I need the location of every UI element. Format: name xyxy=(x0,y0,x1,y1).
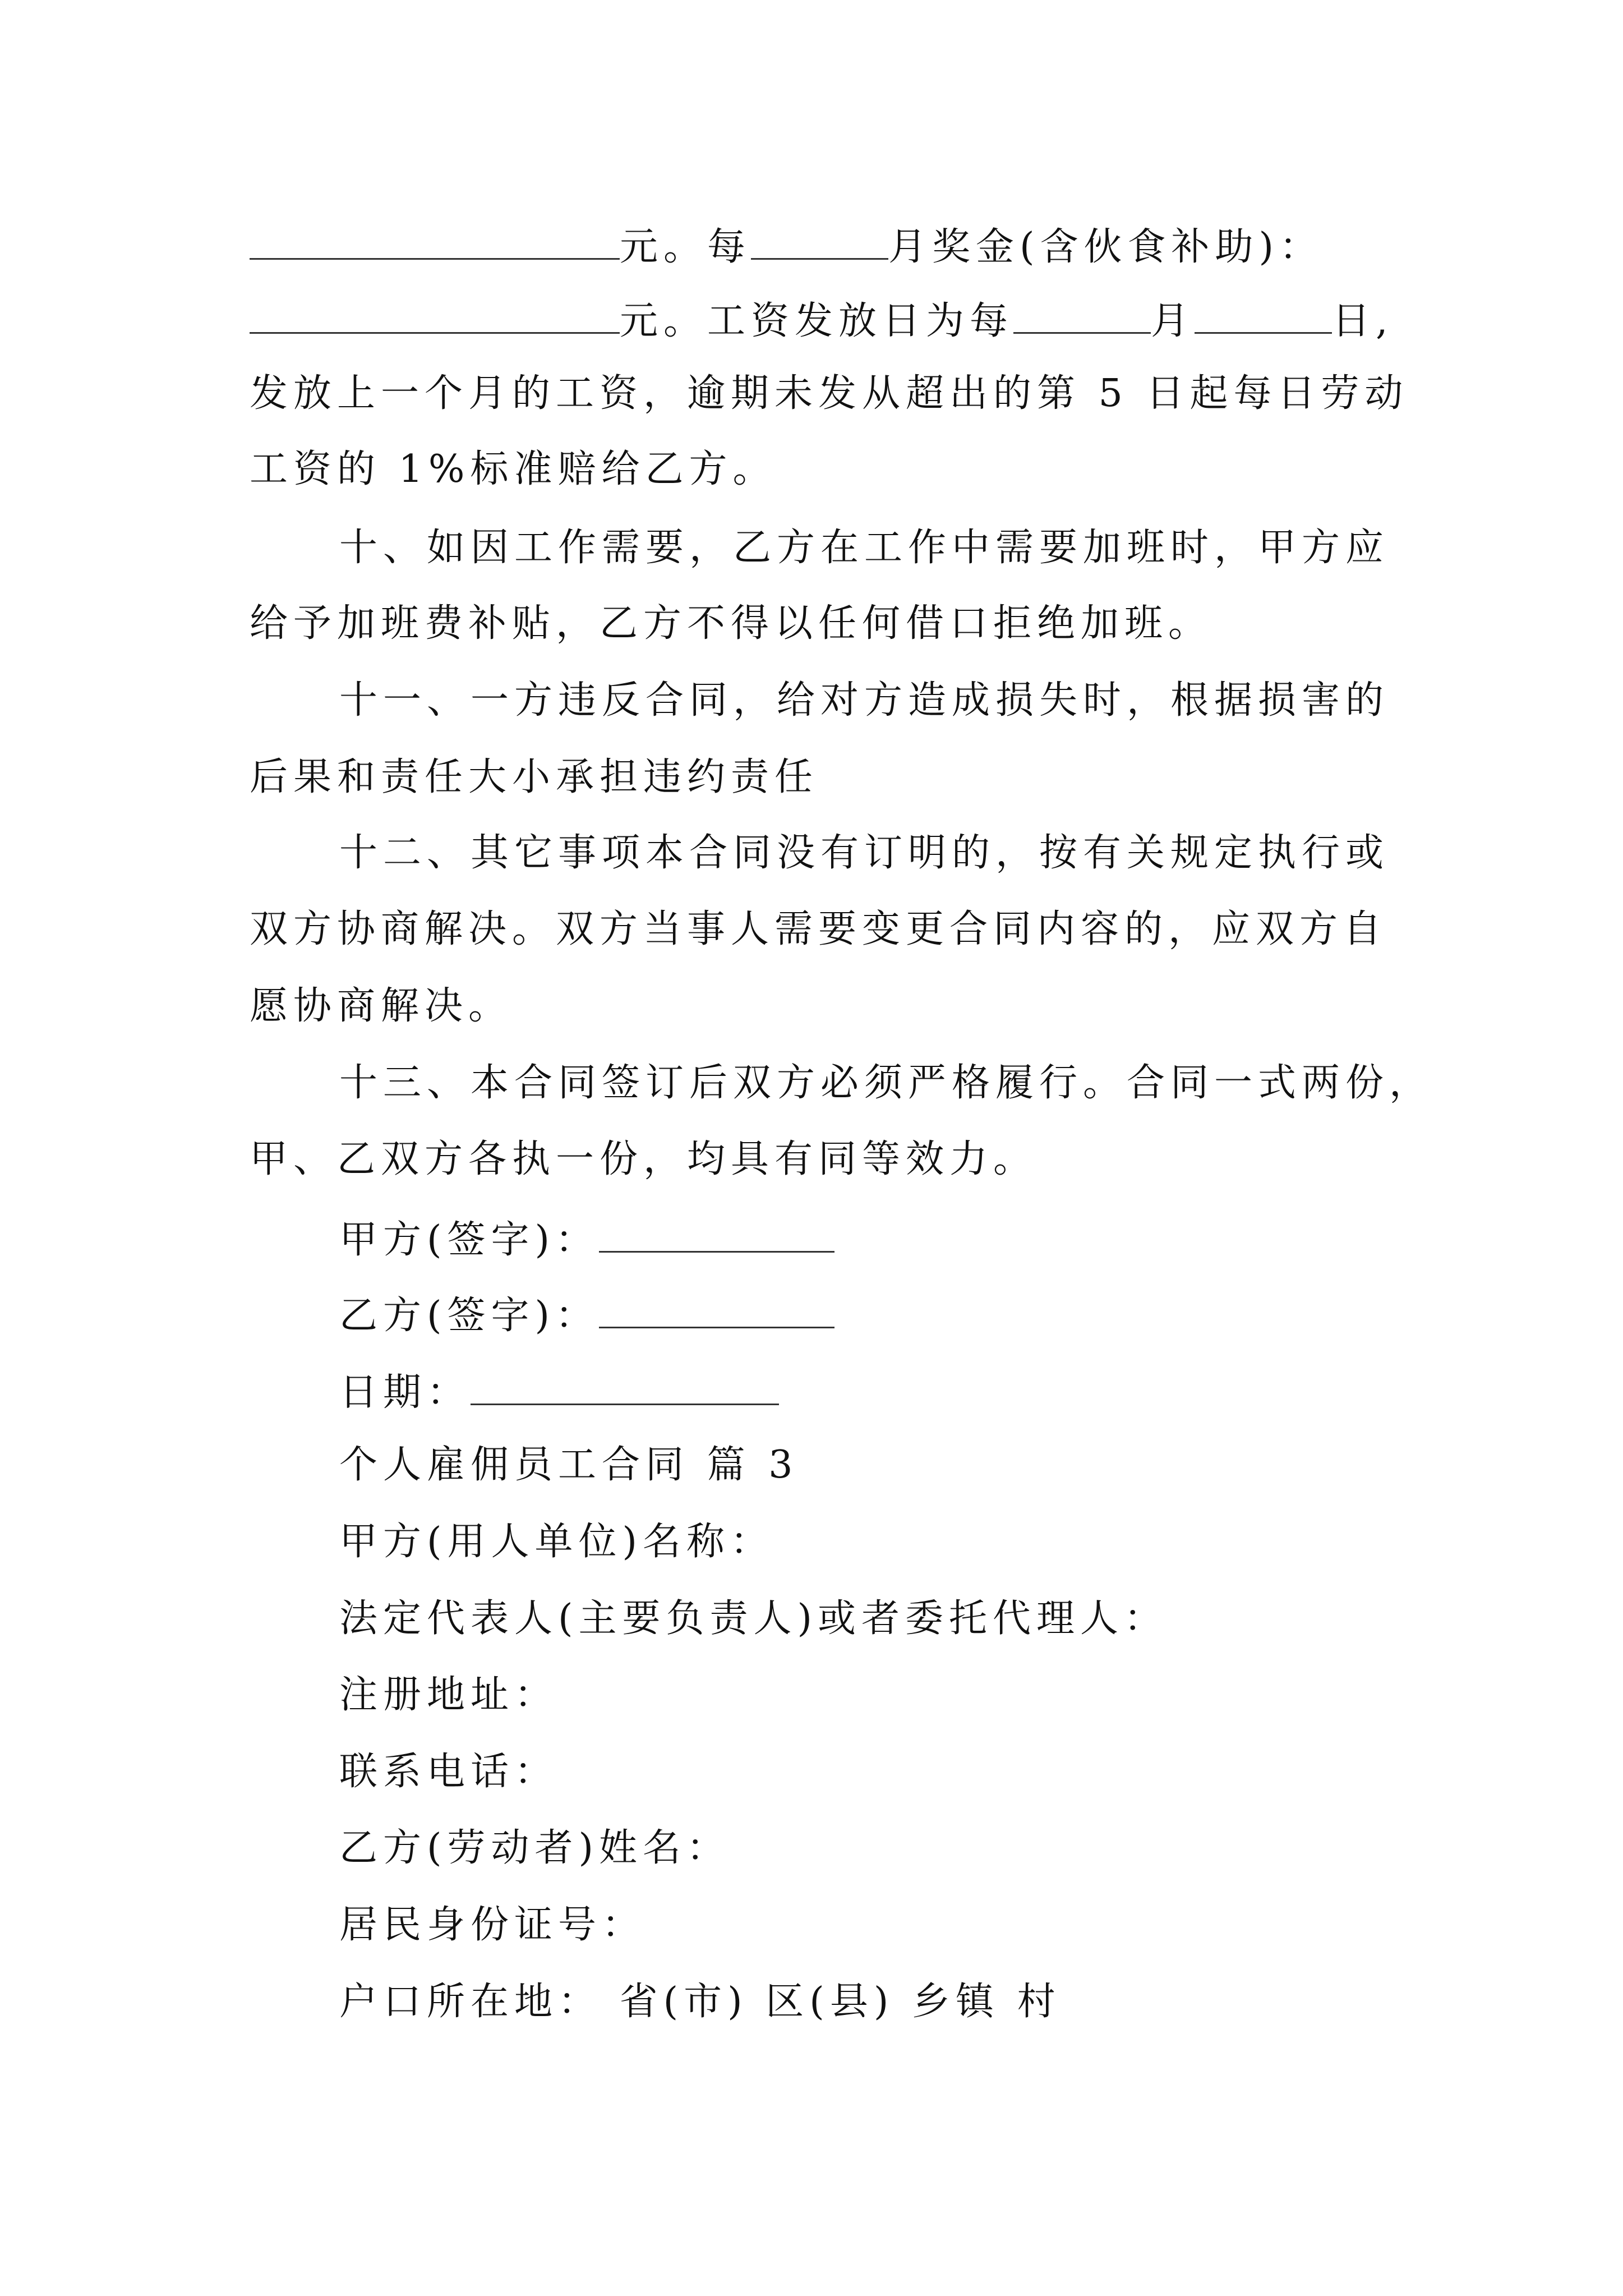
bonus-period-blank xyxy=(751,224,888,260)
clause-13-line-2: 甲、乙双方各执一份，均具有同等效力。 xyxy=(250,1137,1038,1181)
party-b-label: 乙方(签字)： xyxy=(339,1293,600,1338)
field-registered-address: 注册地址： xyxy=(339,1673,559,1717)
field-phone: 联系电话： xyxy=(339,1750,559,1794)
field-household-registration: 户口所在地： 省(市) 区(县) 乡镇 村 xyxy=(339,1980,1061,2024)
party-a-label: 甲方(签字)： xyxy=(339,1217,600,1262)
party-b-signature-blank xyxy=(599,1293,834,1328)
clause-12-line-1: 十二、其它事项本合同没有订明的，按有关规定执行或 xyxy=(339,831,1390,875)
field-legal-representative: 法定代表人(主要负责人)或者委托代理人： xyxy=(339,1596,1168,1641)
field-id-number: 居民身份证号： xyxy=(339,1903,646,1947)
salary-line-1-text-a: 元。每 xyxy=(620,224,751,269)
salary-line-2-text-c: 日, xyxy=(1332,298,1394,343)
clause-12-line-3: 愿协商解决。 xyxy=(250,984,513,1028)
salary-line-2 xyxy=(250,298,1394,341)
salary-line-2-text-a: 元。工资发放日为每 xyxy=(620,298,1014,343)
clause-11-line-1: 十一、一方违反合同，给对方造成损失时，根据损害的 xyxy=(339,678,1390,723)
section-title: 个人雇佣员工合同 篇 3 xyxy=(339,1443,799,1487)
field-employee-name: 乙方(劳动者)姓名： xyxy=(339,1826,731,1870)
date-blank xyxy=(471,1370,779,1405)
salary-line-1-text-b: 月奖金(含伙食补助)： xyxy=(888,224,1324,269)
salary-line-2-text-b: 月 xyxy=(1151,298,1195,343)
party-a-signature-blank xyxy=(599,1217,834,1253)
clause-13-line-1: 十三、本合同签订后双方必须严格履行。合同一式两份， xyxy=(339,1061,1433,1105)
field-employer-name: 甲方(用人单位)名称： xyxy=(339,1520,774,1564)
salary-line-4: 工资的 1%标准赔给乙方。 xyxy=(250,447,777,491)
date-label: 日期： xyxy=(339,1370,471,1415)
salary-amount-blank xyxy=(250,224,620,260)
bonus-amount-blank xyxy=(250,298,620,334)
party-b-signature xyxy=(339,1293,834,1338)
clause-12-line-2: 双方协商解决。双方当事人需要变更合同内容的，应双方自 xyxy=(250,907,1387,951)
party-a-signature xyxy=(339,1217,834,1262)
date-line xyxy=(339,1370,779,1415)
salary-line-3: 发放上一个月的工资，逾期未发从超出的第 5 日起每日劳动 xyxy=(250,371,1409,416)
clause-11-line-2: 后果和责任大小承担违约责任 xyxy=(250,755,819,799)
payday-month-blank xyxy=(1013,298,1151,334)
clause-10-line-2: 给予加班费补贴，乙方不得以任何借口拒绝加班。 xyxy=(250,601,1212,646)
payday-day-blank xyxy=(1195,298,1332,334)
salary-line-1 xyxy=(250,224,1324,269)
clause-10-line-1: 十、如因工作需要，乙方在工作中需要加班时，甲方应 xyxy=(339,526,1390,570)
